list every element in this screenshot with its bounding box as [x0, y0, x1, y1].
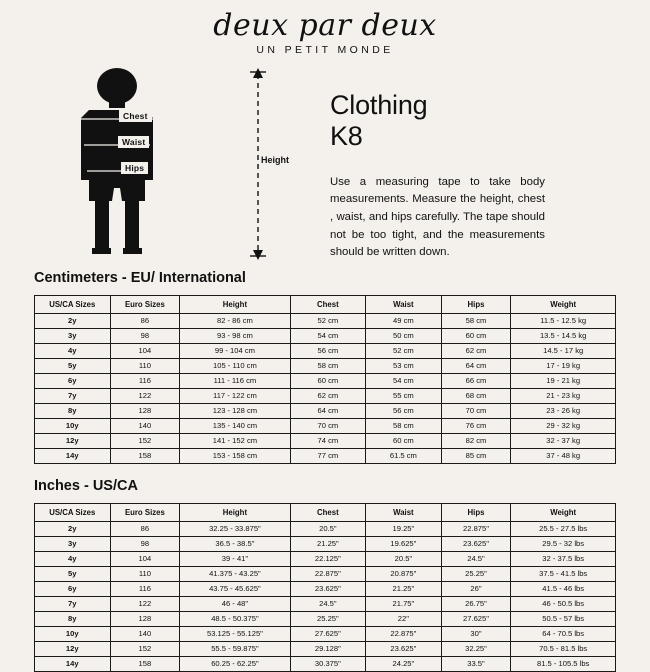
table-row	[35, 343, 616, 358]
th-chest: Chest	[290, 503, 366, 521]
cell-waist: 19.25"	[366, 521, 442, 536]
page-title	[330, 90, 616, 152]
cell-us-ca-size: 12y	[35, 641, 111, 656]
section-centimeters	[0, 270, 650, 464]
th-euro-sizes: Euro Sizes	[110, 503, 180, 521]
cell-waist: 58 cm	[366, 418, 442, 433]
table-row	[35, 358, 616, 373]
cell-chest: 62 cm	[290, 388, 366, 403]
cell-hips: 22.875"	[441, 521, 511, 536]
cell-hips: 33.5"	[441, 656, 511, 671]
cell-weight: 17 - 19 kg	[511, 358, 616, 373]
cell-hips: 62 cm	[441, 343, 511, 358]
measurement-figure	[26, 68, 316, 263]
th-height: Height	[180, 503, 290, 521]
cell-chest: 52 cm	[290, 313, 366, 328]
page-title-line1: Clothing	[330, 89, 428, 120]
section-title-inches: Inches - US/CA	[34, 477, 138, 494]
cell-us-ca-size: 10y	[35, 626, 111, 641]
cell-chest: 22.125"	[290, 551, 366, 566]
cell-hips: 68 cm	[441, 388, 511, 403]
th-weight: Weight	[511, 295, 616, 313]
cell-waist: 20.875"	[366, 566, 442, 581]
cell-height: 82 - 86 cm	[180, 313, 290, 328]
cell-chest: 29.128"	[290, 641, 366, 656]
cell-waist: 22.875"	[366, 626, 442, 641]
cell-euro-size: 98	[110, 328, 180, 343]
table-row	[35, 611, 616, 626]
cell-euro-size: 158	[110, 448, 180, 463]
cell-chest: 70 cm	[290, 418, 366, 433]
cell-euro-size: 104	[110, 343, 180, 358]
table-row	[35, 596, 616, 611]
cell-us-ca-size: 2y	[35, 521, 111, 536]
cell-waist: 52 cm	[366, 343, 442, 358]
cell-us-ca-size: 14y	[35, 656, 111, 671]
cell-euro-size: 152	[110, 641, 180, 656]
cell-hips: 26"	[441, 581, 511, 596]
cell-us-ca-size: 12y	[35, 433, 111, 448]
th-chest: Chest	[290, 295, 366, 313]
cell-height: 41.375 - 43.25"	[180, 566, 290, 581]
cell-weight: 37.5 - 41.5 lbs	[511, 566, 616, 581]
cell-waist: 21.75"	[366, 596, 442, 611]
table-row	[35, 521, 616, 536]
cell-chest: 56 cm	[290, 343, 366, 358]
cell-us-ca-size: 8y	[35, 403, 111, 418]
cell-chest: 58 cm	[290, 358, 366, 373]
th-height: Height	[180, 295, 290, 313]
label-waist: Waist	[118, 136, 149, 148]
table-row	[35, 448, 616, 463]
label-hips: Hips	[121, 162, 148, 174]
cell-hips: 32.25"	[441, 641, 511, 656]
table-row	[35, 641, 616, 656]
cell-chest: 22.875"	[290, 566, 366, 581]
hero-section	[0, 56, 650, 259]
table-row	[35, 433, 616, 448]
cell-hips: 27.625"	[441, 611, 511, 626]
label-chest: Chest	[119, 110, 152, 122]
cell-euro-size: 86	[110, 313, 180, 328]
cell-us-ca-size: 10y	[35, 418, 111, 433]
cell-waist: 23.625"	[366, 641, 442, 656]
cell-weight: 13.5 - 14.5 kg	[511, 328, 616, 343]
cell-us-ca-size: 3y	[35, 328, 111, 343]
cell-height: 60.25 - 62.25"	[180, 656, 290, 671]
cell-chest: 25.25"	[290, 611, 366, 626]
cell-euro-size: 122	[110, 388, 180, 403]
cell-us-ca-size: 5y	[35, 566, 111, 581]
cell-hips: 30"	[441, 626, 511, 641]
cell-height: 55.5 - 59.875"	[180, 641, 290, 656]
cell-chest: 64 cm	[290, 403, 366, 418]
cell-weight: 50.5 - 57 lbs	[511, 611, 616, 626]
cell-hips: 58 cm	[441, 313, 511, 328]
cell-euro-size: 110	[110, 566, 180, 581]
table-row	[35, 388, 616, 403]
cell-us-ca-size: 7y	[35, 596, 111, 611]
cell-waist: 55 cm	[366, 388, 442, 403]
cell-us-ca-size: 5y	[35, 358, 111, 373]
cell-weight: 70.5 - 81.5 lbs	[511, 641, 616, 656]
cell-weight: 14.5 - 17 kg	[511, 343, 616, 358]
cell-height: 123 - 128 cm	[180, 403, 290, 418]
cell-weight: 46 - 50.5 lbs	[511, 596, 616, 611]
cell-height: 117 - 122 cm	[180, 388, 290, 403]
cell-chest: 27.625"	[290, 626, 366, 641]
cell-chest: 23.625"	[290, 581, 366, 596]
cell-weight: 32 - 37.5 lbs	[511, 551, 616, 566]
cell-height: 48.5 - 50.375"	[180, 611, 290, 626]
cell-height: 141 - 152 cm	[180, 433, 290, 448]
cell-height: 39 - 41"	[180, 551, 290, 566]
cell-waist: 50 cm	[366, 328, 442, 343]
cell-height: 111 - 116 cm	[180, 373, 290, 388]
th-euro-sizes: Euro Sizes	[110, 295, 180, 313]
cell-chest: 74 cm	[290, 433, 366, 448]
cell-weight: 19 - 21 kg	[511, 373, 616, 388]
cell-height: 53.125 - 55.125"	[180, 626, 290, 641]
cell-weight: 64 - 70.5 lbs	[511, 626, 616, 641]
cell-euro-size: 98	[110, 536, 180, 551]
table-row	[35, 656, 616, 671]
section-inches	[0, 478, 650, 672]
cell-hips: 26.75"	[441, 596, 511, 611]
cell-hips: 66 cm	[441, 373, 511, 388]
th-us-ca-sizes: US/CA Sizes	[35, 503, 111, 521]
cell-us-ca-size: 6y	[35, 581, 111, 596]
cell-hips: 70 cm	[441, 403, 511, 418]
cell-weight: 32 - 37 kg	[511, 433, 616, 448]
page-title-line2: K8	[330, 120, 363, 151]
cell-euro-size: 122	[110, 596, 180, 611]
cell-height: 105 - 110 cm	[180, 358, 290, 373]
cell-height: 32.25 - 33.875"	[180, 521, 290, 536]
cell-waist: 60 cm	[366, 433, 442, 448]
cell-waist: 21.25"	[366, 581, 442, 596]
brand-name: deux par deux	[213, 8, 437, 43]
cell-weight: 29.5 - 32 lbs	[511, 536, 616, 551]
cell-height: 43.75 - 45.625"	[180, 581, 290, 596]
cell-chest: 20.5"	[290, 521, 366, 536]
table-row	[35, 626, 616, 641]
cell-hips: 23.625"	[441, 536, 511, 551]
cell-waist: 54 cm	[366, 373, 442, 388]
cell-height: 46 - 48"	[180, 596, 290, 611]
cell-hips: 76 cm	[441, 418, 511, 433]
cell-waist: 49 cm	[366, 313, 442, 328]
th-weight: Weight	[511, 503, 616, 521]
cell-height: 135 - 140 cm	[180, 418, 290, 433]
cell-euro-size: 116	[110, 373, 180, 388]
table-row	[35, 373, 616, 388]
cell-height: 93 - 98 cm	[180, 328, 290, 343]
table-row	[35, 418, 616, 433]
cell-chest: 77 cm	[290, 448, 366, 463]
table-row	[35, 328, 616, 343]
section-title-centimeters: Centimeters - EU/ International	[34, 269, 246, 286]
th-waist: Waist	[366, 295, 442, 313]
cell-us-ca-size: 2y	[35, 313, 111, 328]
cell-us-ca-size: 4y	[35, 343, 111, 358]
cell-euro-size: 86	[110, 521, 180, 536]
cell-euro-size: 116	[110, 581, 180, 596]
cell-us-ca-size: 4y	[35, 551, 111, 566]
cell-euro-size: 140	[110, 418, 180, 433]
cell-height: 153 - 158 cm	[180, 448, 290, 463]
brand-tagline: UN PETIT MONDE	[256, 43, 394, 56]
cell-height: 36.5 - 38.5"	[180, 536, 290, 551]
cell-us-ca-size: 7y	[35, 388, 111, 403]
cell-chest: 60 cm	[290, 373, 366, 388]
cell-chest: 54 cm	[290, 328, 366, 343]
cell-waist: 24.25"	[366, 656, 442, 671]
table-row	[35, 551, 616, 566]
th-waist: Waist	[366, 503, 442, 521]
th-hips: Hips	[441, 503, 511, 521]
cell-euro-size: 158	[110, 656, 180, 671]
cell-hips: 25.25"	[441, 566, 511, 581]
cell-euro-size: 128	[110, 403, 180, 418]
table-wrap-inches	[26, 503, 624, 672]
cell-waist: 20.5"	[366, 551, 442, 566]
table-header-row	[35, 295, 616, 313]
cell-height: 99 - 104 cm	[180, 343, 290, 358]
cell-euro-size: 110	[110, 358, 180, 373]
table-row	[35, 313, 616, 328]
cell-euro-size: 128	[110, 611, 180, 626]
cell-waist: 61.5 cm	[366, 448, 442, 463]
cell-hips: 85 cm	[441, 448, 511, 463]
cell-chest: 30.375"	[290, 656, 366, 671]
cell-weight: 21 - 23 kg	[511, 388, 616, 403]
table-row	[35, 581, 616, 596]
brand-logo	[0, 0, 650, 56]
cell-weight: 29 - 32 kg	[511, 418, 616, 433]
table-wrap-centimeters	[26, 295, 624, 464]
label-height: Height	[261, 154, 289, 165]
size-table-centimeters	[34, 295, 616, 464]
size-table-inches	[34, 503, 616, 672]
hero-text	[316, 68, 616, 259]
cell-waist: 22"	[366, 611, 442, 626]
cell-weight: 37 - 48 kg	[511, 448, 616, 463]
cell-euro-size: 140	[110, 626, 180, 641]
cell-chest: 21.25"	[290, 536, 366, 551]
cell-waist: 19.625"	[366, 536, 442, 551]
cell-chest: 24.5"	[290, 596, 366, 611]
intro-paragraph: Use a measuring tape to take body measurements. Measure the height, chest , waist, and hips carefully. The tape should not be too tight, and the measurements should be written down.	[330, 175, 545, 259]
cell-euro-size: 104	[110, 551, 180, 566]
cell-waist: 53 cm	[366, 358, 442, 373]
cell-us-ca-size: 14y	[35, 448, 111, 463]
table-row	[35, 403, 616, 418]
cell-us-ca-size: 6y	[35, 373, 111, 388]
cell-us-ca-size: 8y	[35, 611, 111, 626]
cell-hips: 60 cm	[441, 328, 511, 343]
th-hips: Hips	[441, 295, 511, 313]
cell-hips: 24.5"	[441, 551, 511, 566]
cell-waist: 56 cm	[366, 403, 442, 418]
table-row	[35, 566, 616, 581]
th-us-ca-sizes: US/CA Sizes	[35, 295, 111, 313]
cell-hips: 64 cm	[441, 358, 511, 373]
cell-weight: 11.5 - 12.5 kg	[511, 313, 616, 328]
cell-weight: 25.5 - 27.5 lbs	[511, 521, 616, 536]
cell-weight: 41.5 - 46 lbs	[511, 581, 616, 596]
cell-us-ca-size: 3y	[35, 536, 111, 551]
table-header-row	[35, 503, 616, 521]
cell-hips: 82 cm	[441, 433, 511, 448]
cell-weight: 23 - 26 kg	[511, 403, 616, 418]
table-row	[35, 536, 616, 551]
cell-weight: 81.5 - 105.5 lbs	[511, 656, 616, 671]
cell-euro-size: 152	[110, 433, 180, 448]
